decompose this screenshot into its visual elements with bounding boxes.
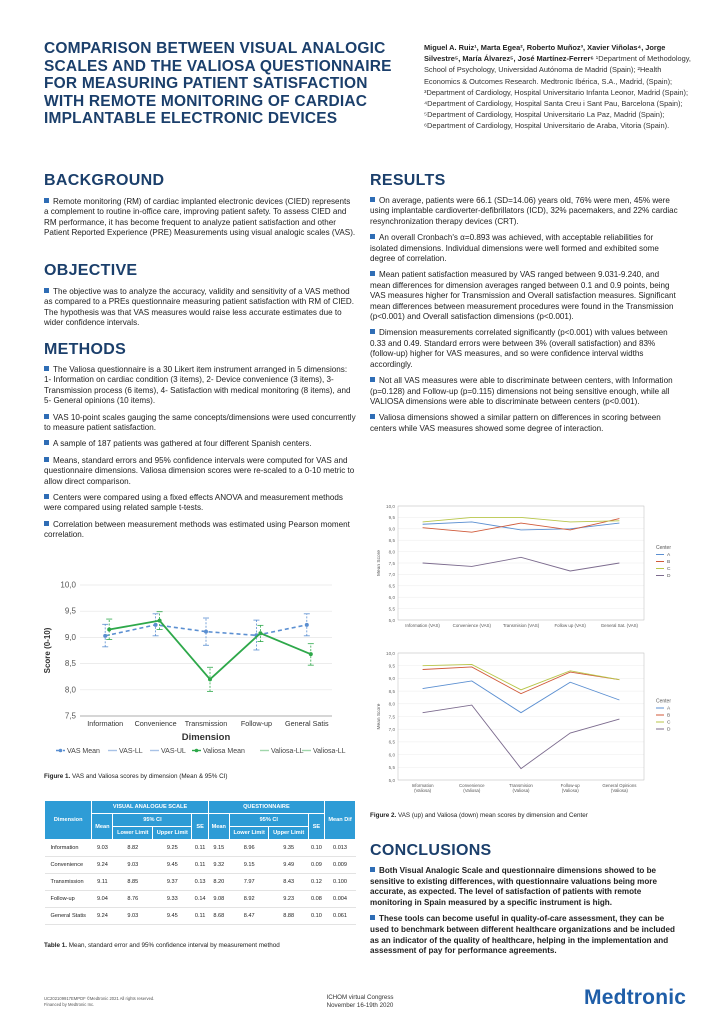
y-tick-label: 7,0: [388, 572, 395, 578]
table-cell: 9.37: [153, 874, 192, 891]
legend-label: B: [667, 560, 671, 565]
th-vas-se: SE: [192, 814, 208, 840]
bullet-icon: [370, 271, 375, 276]
results-item: Valiosa dimensions showed a similar pattern on differences in scoring between centers while VAS measures showed some degree of interaction.: [370, 413, 661, 433]
methods-heading: METHODS: [44, 341, 127, 358]
data-point: [107, 628, 111, 632]
objective-heading: OBJECTIVE: [44, 262, 138, 279]
table-cell: 0.08: [308, 891, 324, 908]
table-cell: 7.97: [229, 874, 269, 891]
series-line-center-D: [423, 705, 620, 769]
th-q-upper: Upper Limit: [269, 827, 308, 840]
x-tick-label: (Valiosa): [414, 788, 432, 793]
y-tick-label: 9,5: [64, 606, 76, 616]
table-cell: 8.92: [229, 891, 269, 908]
x-tick-label: (Valiosa): [512, 788, 530, 793]
th-dimension: Dimension: [45, 801, 92, 840]
table-row-dimension: Information: [45, 840, 92, 857]
legend-label: VAS Mean: [67, 748, 100, 755]
th-vas-ci: 95% CI: [113, 814, 192, 827]
table-cell: 9.15: [229, 857, 269, 874]
table-cell: 0.11: [192, 908, 208, 925]
table-row: [45, 857, 356, 874]
table1-caption: Table 1. Mean, standard error and 95% confidence interval by measurement method: [44, 942, 280, 949]
methods-item: The Valiosa questionnaire is a 30 Likert item instrument arranged in 5 dimensions: 1- Information on cardiac condition (3 items), 2- Device convenience (3 items), 3- Transmission process (6 items), 4- Satisfaction with medical monitoring (8 items), and 5- General opinions (10 items).: [44, 365, 351, 406]
data-point: [208, 677, 212, 681]
th-q-lower: Lower Limit: [229, 827, 269, 840]
table-row-dimension: General Statis: [45, 908, 92, 925]
table-row: [45, 908, 356, 925]
table1: [44, 800, 356, 925]
background-text: [44, 197, 356, 245]
legend-label: B: [667, 713, 671, 719]
objective-text: [44, 287, 356, 335]
table-cell: 8.20: [208, 874, 229, 891]
y-tick-label: 6,0: [388, 752, 395, 758]
y-tick-label: 7,5: [388, 560, 395, 566]
table-cell: 9.24: [92, 857, 113, 874]
data-point: [154, 623, 158, 627]
conclusions-item: These tools can become useful in quality-of-care assessment, they can be used to benchmark between different healthcare organizations and be included as an indicator of the quality of healthcare, helping in the implementation and assessment of pay for performance agreements.: [370, 914, 675, 956]
x-tick-label: Information (VAS): [405, 623, 440, 628]
y-tick-label: 7,5: [64, 711, 76, 721]
methods-item: Centers were compared using a fixed effects ANOVA and measurement methods were compared using related sample t-tests.: [44, 493, 343, 513]
table-cell: 9.49: [269, 857, 308, 874]
table-cell: 0.100: [325, 874, 356, 891]
x-axis-title: Dimension: [181, 732, 231, 743]
table-cell: 0.14: [192, 891, 208, 908]
table-row-dimension: Convenience: [45, 857, 92, 874]
x-tick-label: General Opinions: [602, 783, 637, 788]
data-point: [305, 623, 309, 627]
data-point: [103, 634, 107, 638]
y-tick-label: 5,5: [388, 606, 395, 612]
footer-legal: [44, 996, 154, 1007]
x-tick-label: Transmision (VAS): [502, 623, 540, 628]
y-tick-label: 9,0: [64, 632, 76, 642]
table-cell: 9.45: [153, 857, 192, 874]
medtronic-logo: Medtronic: [584, 986, 687, 1009]
affiliations: ¹Department of Methodology, School of Psychology, Universidad Autónoma de Madrid (Spain); ²Health Economics & Outcomes Research. Medtronic Ibérica, S.A., Madrid, (Spain); ³Department of Cardiology, Hospital Universitario Infanta Leonor, Madrid (Spain); ⁴Department of Cardiology, Hospital Santa Creu i Sant Pau, Barcelona (Spain); ⁵Department of Cardiology, Hospital Universitario La Paz, Madrid (Spain); ⁶Department of Cardiology, Hospital Universitario de Araba, Vitoria (Spain).: [424, 54, 691, 131]
table-cell: 9.03: [113, 908, 153, 925]
legend-title: Center: [656, 545, 672, 551]
table-row: [45, 840, 356, 857]
x-tick-label: General Sat. (VAS): [600, 623, 639, 628]
methods-item: Means, standard errors and 95% confidence intervals were computed for VAS and questionnaire dimensions. Valiosa dimension scores were re-scaled to a 0-10 metric to allow direct comparison.: [44, 455, 355, 486]
y-tick-label: 6,5: [388, 739, 395, 745]
th-q-group: QUESTIONNAIRE: [208, 801, 324, 814]
th-vas-upper: Upper Limit: [153, 827, 192, 840]
data-point: [158, 619, 162, 623]
x-tick-label: Convenience (VAS): [452, 623, 491, 628]
methods-list: [44, 365, 356, 547]
y-tick-label: 8,5: [388, 538, 395, 543]
methods-item: Correlation between measurement methods was estimated using Pearson moment correlation.: [44, 519, 350, 540]
figure1-chart: [40, 577, 360, 763]
table-cell: 8.96: [229, 840, 269, 857]
table-cell: 8.68: [208, 908, 229, 925]
table-cell: 0.09: [308, 857, 324, 874]
table-cell: 9.24: [92, 908, 113, 925]
bullet-icon: [370, 414, 375, 419]
x-tick-label: Follow up (VAS): [554, 623, 586, 628]
conclusions-heading: CONCLUSIONS: [370, 842, 492, 859]
y-tick-label: 9,5: [388, 663, 395, 669]
footer-legal-line1: UC202109917EMPDF ©Medtronic 2021 All rights reserved.: [44, 996, 155, 1001]
conclusions-list: [370, 866, 680, 963]
table-cell: 9.33: [153, 891, 192, 908]
y-axis-title: Mean Score: [377, 550, 382, 576]
table-row-dimension: Follow-up: [45, 891, 92, 908]
conference-dates: November 16-19th 2020: [326, 1002, 394, 1009]
legend-label: D: [667, 727, 671, 733]
conclusions-item: Both Visual Analogic Scale and questionnaire dimensions showed to be sensitive to existing differences, with questionnaire valuations being more accurate, as expected. The level of satisfaction of patients with remote monitoring in Spain measured by a specific instrument is high.: [370, 866, 657, 907]
methods-item: A sample of 187 patients was gathered at four different Spanish centers.: [44, 439, 356, 449]
data-point: [204, 630, 208, 634]
y-tick-label: 7,5: [388, 714, 395, 720]
results-list: [370, 196, 680, 440]
table-cell: 9.08: [208, 891, 229, 908]
footer-legal-line2: Financed by Medtronic Inc.: [44, 1001, 95, 1007]
results-heading: RESULTS: [370, 172, 446, 189]
table-cell: 0.11: [192, 840, 208, 857]
table-cell: 9.04: [92, 891, 113, 908]
bullet-icon: [44, 198, 49, 203]
table-cell: 9.03: [113, 857, 153, 874]
background-paragraph: Remote monitoring (RM) of cardiac implanted electronic devices (CIED) represents a complement to routine in-office care, improving patient safety. To assess CIED and RM performance, it has become frequent to analyze patient satisfaction and other Patient Reported Experience (PRE) Measurements using visual analogic scales (VAS).: [44, 197, 356, 238]
poster-title: COMPARISON BETWEEN VISUAL ANALOGIC SCALES AND THE VALIOSA QUESTIONNAIRE FOR MEASURING PATIENT SATISFACTION WITH REMOTE MONITORING OF CARDIAC IMPLANTABLE ELECTRONIC DEVICES: [44, 40, 392, 127]
bullet-icon: [44, 288, 49, 293]
table-cell: 9.03: [92, 840, 113, 857]
background-heading: BACKGROUND: [44, 172, 165, 189]
y-tick-label: 10,0: [386, 650, 395, 656]
y-tick-label: 5,0: [388, 777, 395, 783]
bullet-icon: [44, 521, 49, 526]
table-cell: 0.12: [308, 874, 324, 891]
y-tick-label: 6,0: [388, 595, 395, 600]
y-axis-title: Score (0-10): [43, 627, 52, 674]
table-cell: 8.85: [113, 874, 153, 891]
results-item: Mean patient satisfaction measured by VAS ranged between 9.031-9.240, and mean differences for dimension averages ranged between 0.1 and 0.9 points, being VAS measures higher for Transmission and Overall satisfaction measures. Significant mean differences between measurement procedures were found in the Transmission (p<0.001) and Overall satisfaction dimensions (p<0.001).: [370, 270, 676, 322]
y-tick-label: 5,5: [388, 765, 395, 771]
x-tick-label: Information: [411, 783, 434, 788]
table-cell: 9.45: [153, 908, 192, 925]
footer-conference: [300, 994, 420, 1010]
table-cell: 9.35: [269, 840, 308, 857]
bullet-icon: [370, 329, 375, 334]
y-tick-label: 9,0: [388, 526, 395, 532]
th-mean-dif: Mean Dif: [325, 801, 356, 840]
data-point: [309, 652, 313, 656]
table-cell: 0.061: [325, 908, 356, 925]
table-row: [45, 891, 356, 908]
legend-marker: [195, 749, 199, 753]
legend-label: VAS-UL: [161, 748, 186, 755]
x-tick-label: Transmission: [184, 719, 228, 728]
bullet-icon: [44, 366, 49, 371]
x-tick-label: Information: [87, 719, 124, 728]
legend-label: A: [667, 553, 671, 558]
y-tick-label: 8,5: [64, 659, 76, 669]
series-line-center-D: [423, 557, 620, 571]
results-item: An overall Cronbach's α=0.893 was achieved, with acceptable reliabilities for isolated dimensions. Individual dimensions were well formed and exhibited some degree of correlation.: [370, 233, 659, 264]
bullet-icon: [370, 867, 375, 872]
figure2-vas-chart: [366, 498, 686, 636]
table-cell: 0.013: [325, 840, 356, 857]
table-cell: 0.004: [325, 891, 356, 908]
legend-label: Valiosa Mean: [203, 748, 245, 755]
legend-label: D: [667, 574, 671, 579]
y-tick-label: 8,5: [388, 688, 395, 694]
table-cell: 8.43: [269, 874, 308, 891]
table-cell: 8.47: [229, 908, 269, 925]
bullet-icon: [44, 494, 49, 499]
bullet-icon: [370, 915, 375, 920]
results-item: Not all VAS measures were able to discriminate between centers, with Information (p=0.128) and Follow-up (p=0.115) dimensions not being sensitive enough, while all VALIOSA dimensions were able to discriminate between centers (p<0.001).: [370, 376, 673, 406]
y-tick-label: 10,0: [386, 503, 395, 509]
y-tick-label: 8,0: [388, 701, 395, 707]
y-tick-label: 9,5: [388, 515, 395, 521]
results-item: Dimension measurements correlated significantly (p<0.001) with values between 0.33 and 0.49. Standard errors were between 3% (overall satisfaction) and 83% (follow-up) higher for VAS measures, and so were confidence interval widths accordingly.: [370, 328, 668, 369]
y-tick-label: 9,0: [388, 676, 395, 682]
y-tick-label: 10,0: [60, 580, 76, 590]
results-item: On average, patients were 66.1 (SD=14.06) years old, 76% were men, 45% were using implantable cardioverter-defibrillators (ICD), 32% pacemakers, and 22% cardiac resynchronization therapy devices (CRT).: [370, 196, 678, 226]
x-tick-label: Transmision: [509, 783, 533, 788]
x-tick-label: (Valiosa): [610, 788, 628, 793]
table-cell: 0.13: [192, 874, 208, 891]
x-tick-label: (Valiosa): [463, 788, 481, 793]
th-vas-lower: Lower Limit: [113, 827, 153, 840]
y-tick-label: 7,0: [388, 727, 395, 732]
table-cell: 9.25: [153, 840, 192, 857]
authors-block: [424, 42, 694, 132]
table-cell: 9.15: [208, 840, 229, 857]
methods-item: VAS 10-point scales gauging the same concepts/dimensions were used concurrently to measure patient satisfaction.: [44, 412, 356, 433]
bullet-icon: [370, 377, 375, 382]
table-cell: 9.23: [269, 891, 308, 908]
table-cell: 0.009: [325, 857, 356, 874]
y-axis-title: Mean Score: [377, 703, 382, 730]
legend-label: Valiosa-LL: [271, 748, 304, 755]
y-tick-label: 5,0: [388, 617, 395, 623]
bullet-icon: [370, 197, 375, 202]
legend-label: C: [667, 567, 671, 572]
y-tick-label: 8,0: [64, 685, 76, 695]
legend-label: VAS-LL: [119, 748, 143, 755]
x-tick-label: Follow-up: [560, 783, 580, 788]
legend-marker: [59, 749, 63, 753]
objective-paragraph: The objective was to analyze the accuracy, validity and sensitivity of a VAS method as compared to a PREs questionnaire measuring patient satisfaction with RM of CIED. The hypothesis was that VAS measures would raise less accurate estimates due to wider confidence intervals.: [44, 287, 354, 328]
legend-title: Center: [656, 698, 672, 705]
legend-label: Valiosa-LL: [313, 748, 346, 755]
th-vas-group: VISUAL ANALOGUE SCALE: [92, 801, 208, 814]
th-q-ci: 95% CI: [229, 814, 308, 827]
conference-name: ICHOM virtual Congress: [326, 994, 394, 1001]
table-cell: 0.10: [308, 908, 324, 925]
series-line-center-C: [423, 517, 620, 522]
table-cell: 9.11: [92, 874, 113, 891]
bullet-icon: [370, 234, 375, 239]
th-q-mean: Mean: [208, 814, 229, 840]
x-tick-label: Convenience: [458, 783, 485, 788]
x-tick-label: Convenience: [134, 719, 177, 728]
table-cell: 8.88: [269, 908, 308, 925]
table-row-dimension: Transmission: [45, 874, 92, 891]
x-tick-label: General Satis: [285, 719, 329, 728]
bullet-icon: [44, 440, 49, 445]
series-line-valiosa-mean: [109, 621, 311, 680]
figure2-valiosa-chart: [366, 645, 686, 803]
table-cell: 9.32: [208, 857, 229, 874]
bullet-icon: [44, 457, 49, 462]
table-cell: 0.10: [308, 840, 324, 857]
table-row: [45, 874, 356, 891]
bullet-icon: [44, 414, 49, 419]
legend-label: C: [667, 720, 671, 726]
y-tick-label: 6,5: [388, 583, 395, 589]
figure2-caption: Figure 2. VAS (up) and Valiosa (down) mean scores by dimension and Center: [370, 812, 588, 819]
figure1-caption: Figure 1. VAS and Valiosa scores by dimension (Mean & 95% CI): [44, 773, 228, 780]
th-q-se: SE: [308, 814, 324, 840]
data-point: [258, 631, 262, 635]
legend-label: A: [667, 706, 671, 712]
table-cell: 0.11: [192, 857, 208, 874]
author-names: Miguel A. Ruiz¹, Marta Egea², Roberto Muñoz³, Xavier Viñolas⁴, Jorge Silvestre⁵, María Álvarez⁵, José Martínez-Ferrer⁶: [424, 43, 666, 64]
y-tick-label: 8,0: [388, 549, 395, 555]
table-cell: 8.82: [113, 840, 153, 857]
th-vas-mean: Mean: [92, 814, 113, 840]
table-cell: 8.76: [113, 891, 153, 908]
x-tick-label: Follow-up: [240, 719, 272, 728]
x-tick-label: (Valiosa): [561, 788, 579, 793]
